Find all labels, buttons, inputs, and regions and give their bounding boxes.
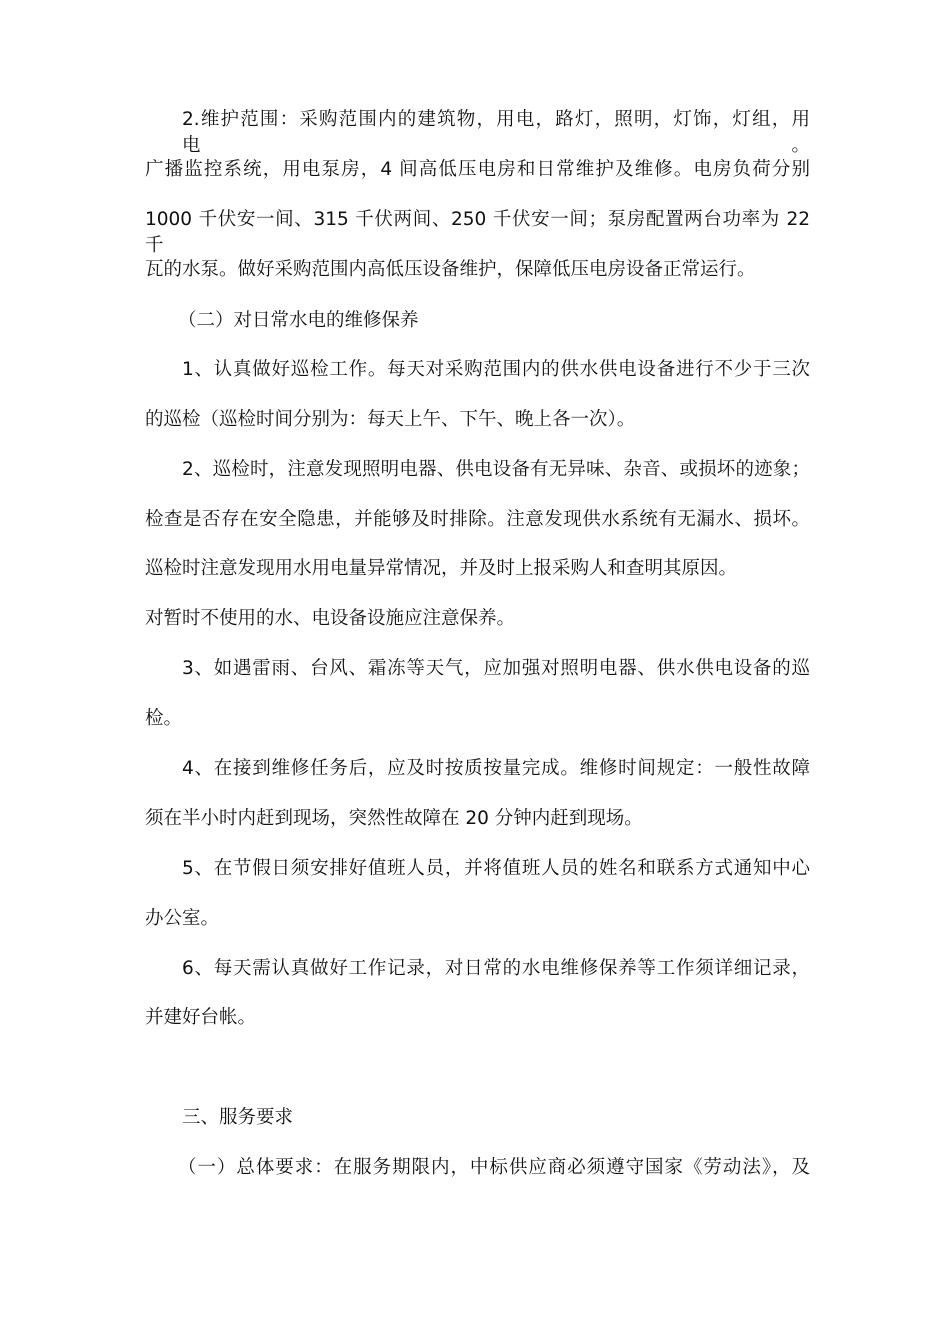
text-line: 瓦的水泵。做好采购范围内高低压设备维护，保障低压电房设备正常运行。 bbox=[145, 259, 756, 280]
text-line: 5、在节假日须安排好值班人员，并将值班人员的姓名和联系方式通知中心 bbox=[182, 858, 810, 879]
text-line: 6、每天需认真做好工作记录，对日常的水电维修保养等工作须详细记录， bbox=[182, 958, 810, 979]
text-line: 1、认真做好巡检工作。每天对采购范围内的供水供电设备进行不少于三次 bbox=[182, 359, 810, 380]
text-line: 对暂时不使用的水、电设备设施应注意保养。 bbox=[145, 608, 516, 629]
text-line: 须在半小时内赶到现场，突然性故障在 20 分钟内赶到现场。 bbox=[145, 808, 643, 829]
text-line: 3、如遇雷雨、台风、霜冻等天气，应加强对照明电器、供水供电设备的巡 bbox=[182, 658, 810, 679]
text-line: 2.维护范围：采购范围内的建筑物，用电，路灯，照明，灯饰，灯组，用电。 bbox=[182, 109, 810, 156]
text-line: 并建好台帐。 bbox=[145, 1007, 257, 1028]
section-heading: 三、服务要求 bbox=[182, 1107, 294, 1128]
text-line: 4、在接到维修任务后，应及时按质按量完成。维修时间规定：一般性故障 bbox=[182, 758, 810, 779]
section-heading: （二）对日常水电的维修保养 bbox=[178, 310, 419, 331]
text-line: 广播监控系统，用电泵房，4 间高低压电房和日常维护及维修。电房负荷分别 bbox=[145, 159, 810, 180]
text-line: 2、巡检时，注意发现照明电器、供电设备有无异味、杂音、或损坏的迹象； bbox=[182, 459, 810, 480]
text-line: 的巡检（巡检时间分别为：每天上午、下午、晚上各一次）。 bbox=[145, 409, 636, 430]
text-line: （一）总体要求：在服务期限内，中标供应商必须遵守国家《劳动法》，及 bbox=[178, 1157, 810, 1178]
text-line: 巡检时注意发现用水用电量异常情况，并及时上报采购人和查明其原因。 bbox=[145, 558, 738, 579]
text-line: 1000 千伏安一间、315 千伏两间、250 千伏安一间；泵房配置两台功率为 22 千 bbox=[145, 209, 810, 256]
text-line: 检查是否存在安全隐患，并能够及时排除。注意发现供水系统有无漏水、损坏。 bbox=[145, 509, 810, 530]
text-line: 办公室。 bbox=[145, 908, 220, 929]
text-line: 检。 bbox=[145, 708, 183, 729]
